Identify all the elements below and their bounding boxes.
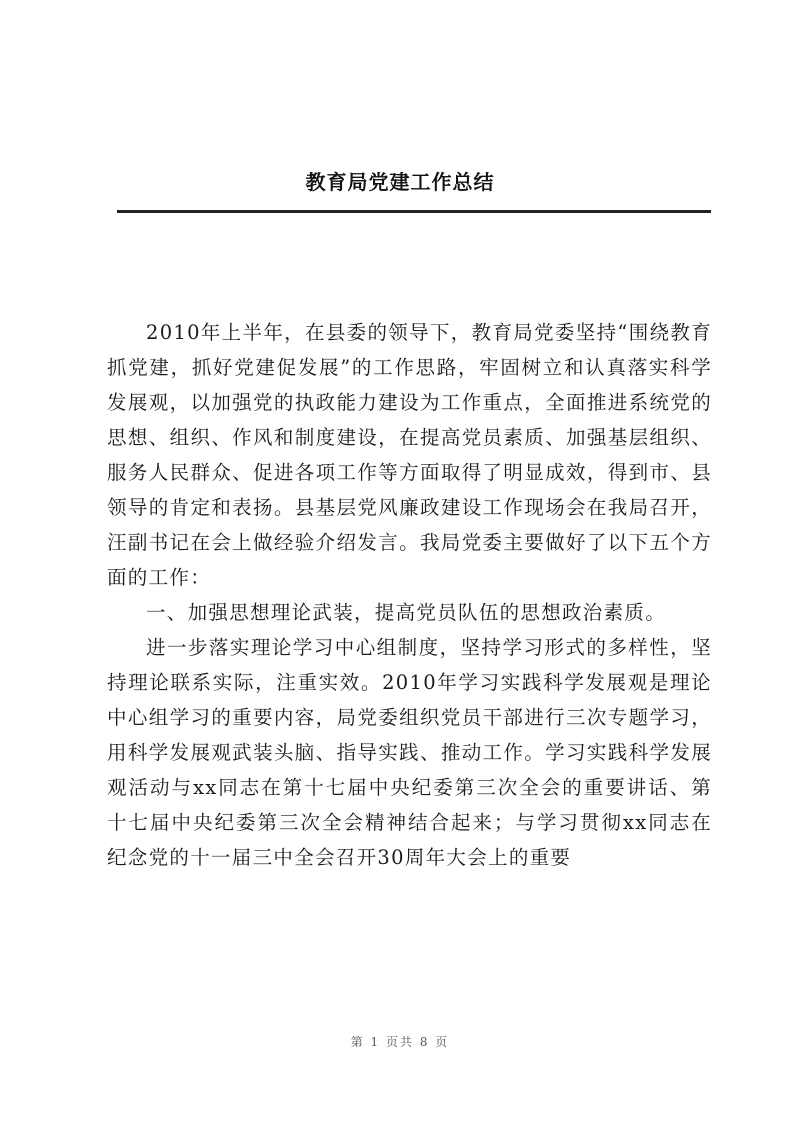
section-heading-1: 一、加强思想理论武装，提高党员队伍的思想政治素质。 — [146, 601, 667, 624]
body-paragraph-intro: 2010年上半年，在县委的领导下，教育局党委坚持“围绕教育抓党建，抓好党建促发展”的工作思路，牢固树立和认真落实科学发展观，以加强党的执政能力建设为工作重点，全面推进系统党的思想、组织、作风和制度建设，在提高党员素质、加强基层组织、服务人民群众、促进各项工作等方面取得了明显成效，得到市、县领导的肯定和表扬。县基层党风廉政建设工作现场会在我局召开，汪副书记在会上做经验介绍发言。我局党委主要做好了以下五个方面的工作： — [107, 321, 712, 589]
title-underline — [117, 210, 711, 213]
page-number-footer: 第 1 页共 8 页 — [350, 1035, 450, 1049]
document-title: 教育局党建工作总结 — [305, 170, 495, 194]
document-body — [107, 315, 712, 875]
body-paragraph-section-1: 进一步落实理论学习中心组制度，坚持学习形式的多样性，坚持理论联系实际，注重实效。2010年学习实践科学发展观是理论中心组学习的重要内容，局党委组织党员干部进行三次专题学习，用科学发展观武装头脑、指导实践、推动工作。学习实践科学发展观活动与xx同志在第十七届中央纪委第三次全会的重要讲话、第十七届中央纪委第三次全会精神结合起来；与学习贯彻xx同志在纪念党的十一届三中全会召开30周年大会上的重要 — [107, 636, 712, 869]
